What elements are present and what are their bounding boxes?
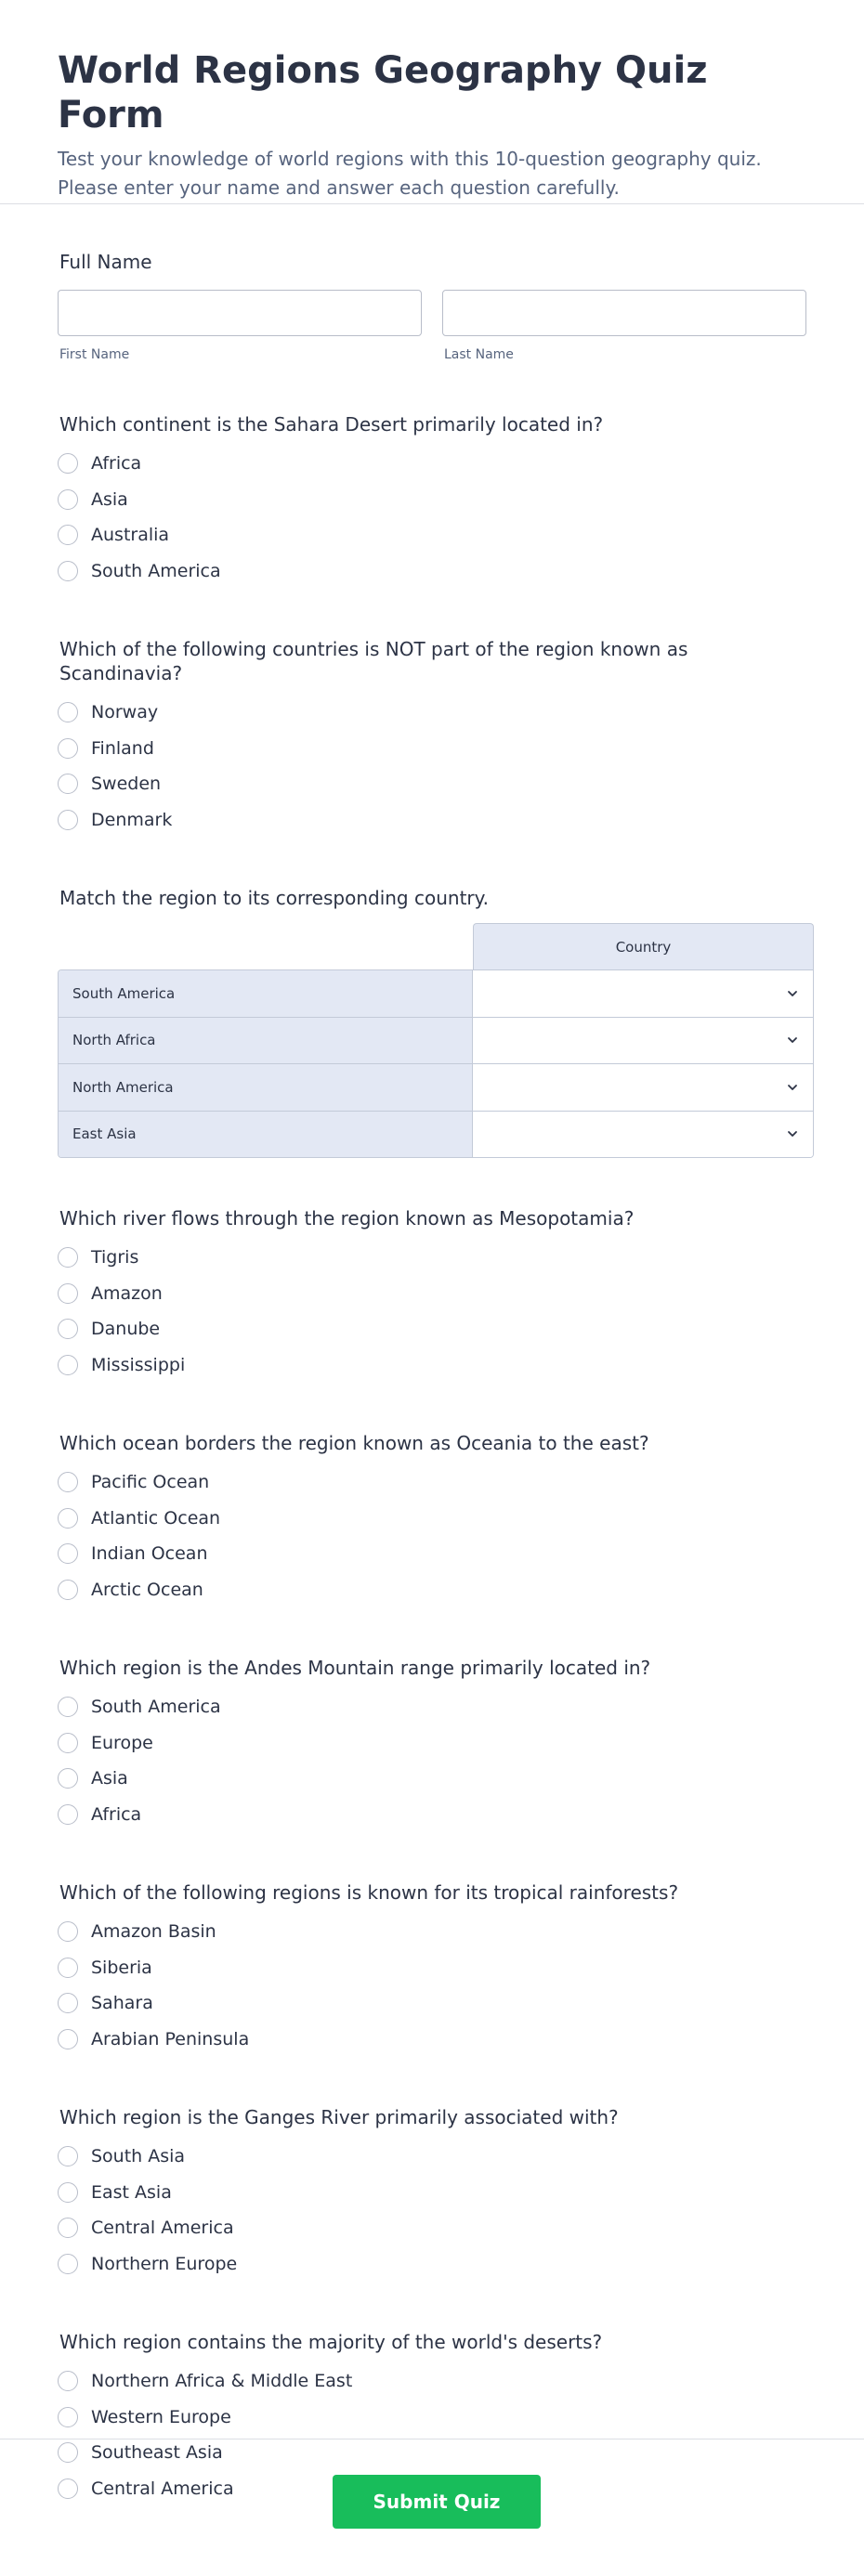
radio-button[interactable] [58, 1580, 78, 1600]
first-name-group [58, 290, 422, 362]
radio-option[interactable] [58, 2139, 806, 2175]
radio-button[interactable] [58, 1993, 78, 2013]
full-name-field [58, 249, 806, 362]
matrix-row-label: South America [59, 970, 473, 1017]
radio-button[interactable] [58, 525, 78, 545]
question-4 [58, 1431, 806, 1607]
radio-button[interactable] [58, 561, 78, 581]
radio-option-label[interactable]: Arctic Ocean [91, 1579, 203, 1600]
question-options [58, 2139, 806, 2282]
radio-option[interactable] [58, 2400, 806, 2436]
radio-option-label[interactable]: Atlantic Ocean [91, 1507, 221, 1529]
page-title: World Regions Geography Quiz Form [58, 49, 708, 137]
matrix-row-label: East Asia [59, 1112, 473, 1158]
question-text: Which river flows through the region known as Mesopotamia? [59, 1207, 635, 1229]
question-1 [58, 412, 806, 589]
radio-button[interactable] [58, 1283, 78, 1304]
radio-button[interactable] [58, 489, 78, 510]
radio-option-label[interactable]: Finland [91, 737, 154, 759]
radio-button[interactable] [58, 1768, 78, 1789]
radio-option[interactable] [58, 766, 806, 802]
radio-option[interactable] [58, 802, 806, 839]
question-text: Which ocean borders the region known as Oceania to the east? [59, 1432, 649, 1454]
radio-option[interactable] [58, 517, 806, 553]
chevron-down-icon [785, 1126, 800, 1141]
radio-option-label[interactable]: Western Europe [91, 2406, 231, 2427]
question-text: Which region contains the majority of the world's deserts? [59, 2331, 603, 2353]
form-content [0, 204, 864, 2506]
radio-option-label[interactable]: Asia [91, 488, 128, 510]
matrix-column-header: Country [473, 923, 814, 969]
matrix-row [59, 1064, 813, 1112]
radio-option-label[interactable]: Arabian Peninsula [91, 2028, 250, 2049]
radio-option[interactable] [58, 1347, 806, 1384]
radio-option[interactable] [58, 1689, 806, 1725]
question-3 [58, 1206, 806, 1383]
radio-button[interactable] [58, 1804, 78, 1825]
first-name-sublabel: First Name [59, 347, 130, 362]
country-select[interactable] [473, 1112, 813, 1158]
question-options [58, 1914, 806, 2057]
radio-button[interactable] [58, 2029, 78, 2049]
radio-option[interactable] [58, 1240, 806, 1276]
question-2 [58, 637, 806, 838]
country-select[interactable] [473, 970, 813, 1017]
radio-option-label[interactable]: Siberia [91, 1957, 152, 1978]
question-options [58, 1464, 806, 1607]
radio-option[interactable] [58, 1914, 806, 1950]
radio-button[interactable] [58, 2371, 78, 2391]
matrix-row-label: North Africa [59, 1018, 473, 1064]
radio-option-label[interactable]: Australia [91, 525, 170, 546]
radio-option[interactable] [58, 446, 806, 482]
radio-option-label[interactable]: Amazon [91, 1282, 163, 1304]
radio-option[interactable] [58, 1761, 806, 1797]
page-subtitle: Test your knowledge of world regions with this 10-question geography quiz. Please enter your name and answer each question carefully. [58, 148, 762, 199]
question-text: Which continent is the Sahara Desert primarily located in? [59, 413, 604, 436]
full-name-label: Full Name [59, 251, 152, 273]
radio-option-label[interactable]: Central America [91, 2478, 234, 2499]
name-row [58, 290, 806, 362]
radio-button[interactable] [58, 1319, 78, 1339]
radio-option-label[interactable]: Northern Africa & Middle East [91, 2371, 353, 2392]
radio-button[interactable] [58, 2146, 78, 2166]
last-name-input[interactable] [442, 290, 806, 336]
radio-option-label[interactable]: Europe [91, 1732, 153, 1753]
radio-option-label[interactable]: Africa [91, 1803, 142, 1825]
question-7 [58, 2105, 806, 2282]
radio-option[interactable] [58, 1985, 806, 2022]
radio-button[interactable] [58, 1508, 78, 1529]
radio-option-label[interactable]: Denmark [91, 809, 173, 830]
radio-button[interactable] [58, 2254, 78, 2274]
matrix-header-row [58, 923, 814, 969]
radio-option-label[interactable]: South Asia [91, 2146, 186, 2167]
radio-button[interactable] [58, 1543, 78, 1564]
matrix-row-label: North America [59, 1064, 473, 1111]
radio-option[interactable] [58, 1572, 806, 1608]
radio-option[interactable] [58, 695, 806, 731]
last-name-group [442, 290, 806, 362]
radio-button[interactable] [58, 810, 78, 830]
chevron-down-icon [785, 1033, 800, 1047]
radio-option-label[interactable]: Mississippi [91, 1354, 186, 1375]
radio-option[interactable] [58, 1464, 806, 1501]
question-options [58, 695, 806, 838]
radio-option[interactable] [58, 1725, 806, 1762]
radio-button[interactable] [58, 1733, 78, 1753]
radio-option-label[interactable]: Indian Ocean [91, 1543, 208, 1565]
chevron-down-icon [785, 986, 800, 1001]
matrix-question [58, 886, 806, 1158]
radio-option-label[interactable]: East Asia [91, 2181, 172, 2203]
question-options [58, 446, 806, 589]
radio-option-label[interactable]: Tigris [91, 1247, 139, 1268]
radio-button[interactable] [58, 1921, 78, 1942]
radio-option-label[interactable]: Sweden [91, 774, 162, 795]
radio-option[interactable] [58, 2175, 806, 2211]
question-options [58, 1689, 806, 1832]
radio-option[interactable] [58, 1950, 806, 1986]
matrix-body [58, 969, 814, 1158]
radio-option-label[interactable]: South America [91, 560, 221, 581]
radio-option-label[interactable]: Norway [91, 702, 159, 723]
country-select[interactable] [473, 1018, 813, 1064]
question-text: Which region is the Andes Mountain range primarily located in? [59, 1657, 651, 1679]
radio-button[interactable] [58, 1958, 78, 1978]
question-options [58, 1240, 806, 1383]
radio-option-label[interactable]: Amazon Basin [91, 1921, 216, 1943]
radio-option[interactable] [58, 2210, 806, 2246]
radio-option-label[interactable]: Pacific Ocean [91, 1472, 210, 1493]
radio-button[interactable] [58, 1697, 78, 1717]
question-5 [58, 1656, 806, 1832]
question-text: Which of the following regions is known for its tropical rainforests? [59, 1881, 679, 1904]
submit-button[interactable]: Submit Quiz [333, 2475, 541, 2529]
radio-option-label[interactable]: Northern Europe [91, 2253, 238, 2274]
matrix-header-spacer [58, 923, 473, 969]
radio-option-label[interactable]: Africa [91, 453, 142, 475]
last-name-sublabel: Last Name [444, 347, 514, 362]
radio-option[interactable] [58, 553, 806, 590]
radio-option-label[interactable]: Sahara [91, 1993, 153, 2014]
match-matrix [58, 923, 814, 1158]
radio-button[interactable] [58, 702, 78, 722]
radio-button[interactable] [58, 2407, 78, 2427]
radio-option[interactable] [58, 1311, 806, 1347]
radio-option-label[interactable]: Danube [91, 1319, 161, 1340]
radio-option[interactable] [58, 2022, 806, 2058]
radio-option[interactable] [58, 731, 806, 767]
radio-option-label[interactable]: South America [91, 1697, 221, 1718]
radio-button[interactable] [58, 453, 78, 474]
question-text: Which region is the Ganges River primarily associated with? [59, 2106, 619, 2128]
radio-option-label[interactable]: Asia [91, 1768, 128, 1789]
question-text: Which of the following countries is NOT part of the region known as Scandinavia? [59, 638, 688, 684]
radio-button[interactable] [58, 1355, 78, 1375]
chevron-down-icon [785, 1080, 800, 1095]
radio-option[interactable] [58, 2246, 806, 2283]
radio-button[interactable] [58, 738, 78, 759]
question-6 [58, 1880, 806, 2057]
radio-option-label[interactable]: Southeast Asia [91, 2442, 223, 2464]
radio-button[interactable] [58, 774, 78, 794]
matrix-row [59, 970, 813, 1018]
radio-option[interactable] [58, 1501, 806, 1537]
radio-option[interactable] [58, 1797, 806, 1833]
first-name-input[interactable] [58, 290, 422, 336]
form-footer [0, 2439, 864, 2576]
radio-option[interactable] [58, 2363, 806, 2400]
radio-option-label[interactable]: Central America [91, 2218, 234, 2239]
matrix-row [59, 1112, 813, 1158]
radio-button[interactable] [58, 2218, 78, 2238]
matrix-row [59, 1018, 813, 1065]
radio-button[interactable] [58, 2182, 78, 2203]
radio-button[interactable] [58, 1472, 78, 1492]
radio-button[interactable] [58, 1247, 78, 1268]
question-text: Match the region to its corresponding country. [59, 887, 489, 909]
radio-option[interactable] [58, 482, 806, 518]
radio-option[interactable] [58, 1276, 806, 1312]
form-header [0, 0, 864, 204]
radio-option[interactable] [58, 1536, 806, 1572]
country-select[interactable] [473, 1064, 813, 1111]
